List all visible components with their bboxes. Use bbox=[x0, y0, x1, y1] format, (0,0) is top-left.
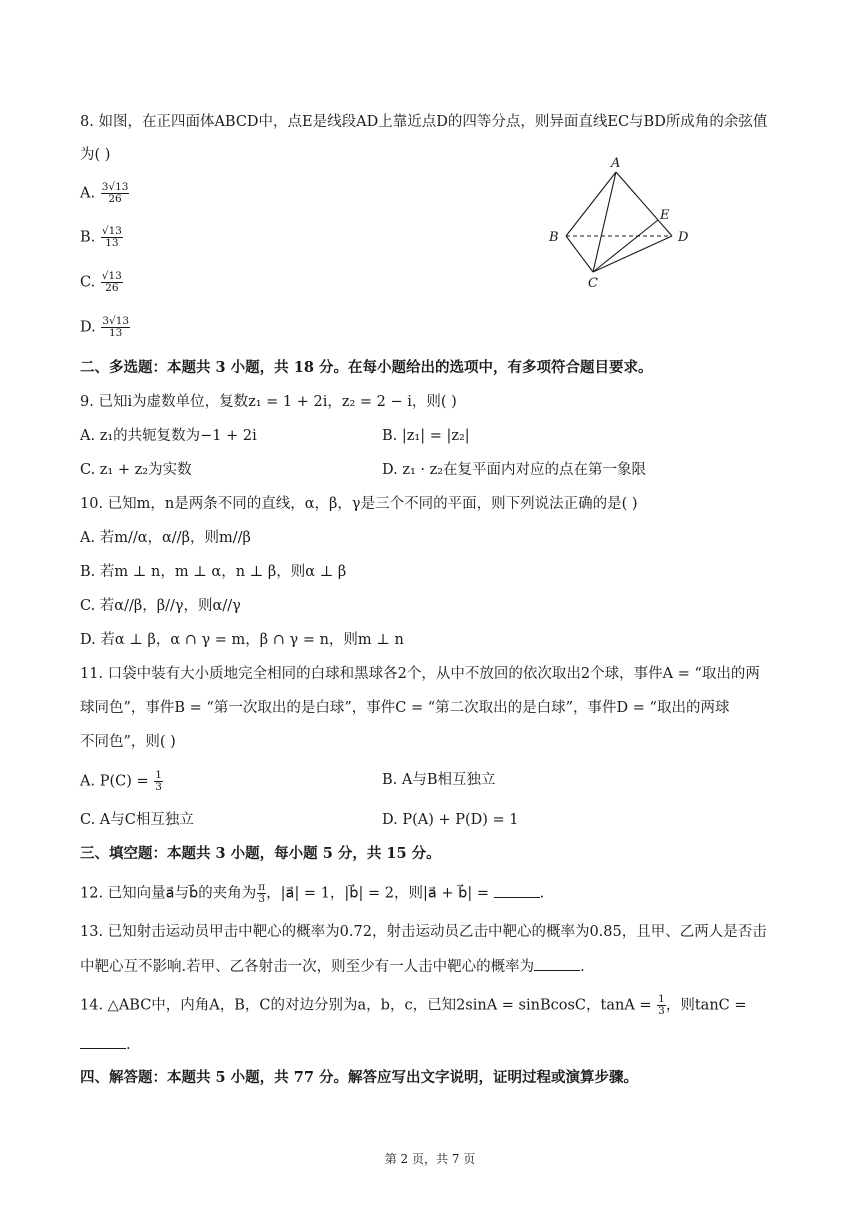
q11-option-c: C. A与C相互独立 bbox=[80, 812, 194, 828]
fraction-numerator: 3√13 bbox=[101, 181, 129, 193]
fraction-denominator: 3 bbox=[155, 781, 162, 793]
fraction bbox=[657, 994, 666, 1017]
fraction-numerator: 1 bbox=[155, 769, 162, 781]
q11-stem-line2: 球同色”，事件B = “第一次取出的是白球”，事件C = “第二次取出的是白球”，事件D = “取出的两球 bbox=[80, 700, 730, 716]
option-label: A. bbox=[80, 185, 96, 202]
q13-stem-line1: 13. 已知射击运动员甲击中靶心的概率为0.72，射击运动员乙击中靶心的概率为0.85，且甲、乙两人是否击 bbox=[80, 924, 767, 940]
q13-stem-line2 bbox=[80, 956, 585, 977]
q9-option-c: C. z₁ + z₂为实数 bbox=[80, 462, 192, 478]
q11-option-d: D. P(A) + P(D) = 1 bbox=[382, 812, 519, 828]
point-label-e: E bbox=[660, 208, 670, 223]
fraction-denominator: 26 bbox=[105, 282, 119, 294]
q11-option-a bbox=[80, 770, 163, 793]
stem-text: 12. 已知向量a⃗与b⃗的夹角为 bbox=[80, 885, 257, 902]
q9-option-d: D. z₁ · z₂在复平面内对应的点在第一象限 bbox=[382, 462, 647, 478]
stem-text: . bbox=[126, 1037, 131, 1053]
q10-stem: 10. 已知m，n是两条不同的直线，α，β，γ是三个不同的平面，则下列说法正确的是( ) bbox=[80, 496, 638, 512]
vertex-label-a: A bbox=[611, 156, 621, 171]
answer-blank[interactable] bbox=[494, 883, 540, 898]
q8-option-d bbox=[80, 316, 130, 339]
fraction-denominator: 3 bbox=[658, 1005, 665, 1017]
option-text: A. P(C) = bbox=[80, 773, 154, 790]
edge-cd bbox=[593, 236, 672, 272]
fraction bbox=[101, 182, 130, 205]
stem-text: . bbox=[580, 959, 585, 975]
section-2-heading: 二、多选题：本题共 3 小题，共 18 分。在每小题给出的选项中，有多项符合题目要求。 bbox=[80, 359, 653, 376]
fraction-denominator: 13 bbox=[109, 327, 123, 339]
q10-option-c: C. 若α//β，β//γ，则α//γ bbox=[80, 598, 241, 614]
fraction-numerator: √13 bbox=[101, 270, 122, 282]
stem-text: 14. △ABC中，内角A，B，C的对边分别为a，b，c，已知2sinA = sinBcosC，tanA = bbox=[80, 997, 657, 1014]
q11-stem-line1: 11. 口袋中装有大小质地完全相同的白球和黑球各2个，从中不放回的依次取出2个球，事件A = “取出的两 bbox=[80, 666, 760, 682]
tetrahedron-figure bbox=[540, 152, 700, 292]
fraction-numerator: π bbox=[258, 881, 266, 893]
stem-text: 中靶心互不影响.若甲、乙各射击一次，则至少有一人击中靶心的概率为 bbox=[80, 959, 535, 975]
q8-stem-line1: 8. 如图，在正四面体ABCD中，点E是线段AD上靠近点D的四等分点，则异面直线EC与BD所成角的余弦值 bbox=[80, 114, 768, 130]
answer-blank[interactable] bbox=[80, 1034, 126, 1049]
edge-ad bbox=[616, 172, 672, 236]
stem-text: . bbox=[539, 885, 545, 902]
q8-option-b bbox=[80, 226, 123, 249]
q10-option-d: D. 若α ⊥ β，α ∩ γ = m，β ∩ γ = n，则m ⊥ n bbox=[80, 632, 404, 648]
stem-text: ，|a⃗| = 1，|b⃗| = 2，则|a⃗ + b⃗| = bbox=[266, 885, 494, 902]
fraction bbox=[101, 316, 130, 339]
fraction-numerator: 1 bbox=[658, 993, 665, 1005]
page-footer: 第 2 页，共 7 页 bbox=[384, 1152, 476, 1166]
fraction bbox=[101, 271, 123, 294]
stem-text: ，则tanC = bbox=[665, 997, 747, 1014]
q9-option-b: B. |z₁| = |z₂| bbox=[382, 428, 470, 444]
vertex-label-b: B bbox=[549, 230, 559, 245]
q11-stem-line3: 不同色”，则( ) bbox=[80, 734, 176, 750]
fraction-numerator: √13 bbox=[101, 225, 122, 237]
fraction bbox=[154, 770, 163, 793]
fraction-denominator: 26 bbox=[108, 193, 122, 205]
q14-stem bbox=[80, 994, 747, 1017]
section-3-heading: 三、填空题：本题共 3 小题，每小题 5 分，共 15 分。 bbox=[80, 845, 441, 862]
section-4-heading: 四、解答题：本题共 5 小题，共 77 分。解答应写出文字说明，证明过程或演算步骤。 bbox=[80, 1069, 638, 1086]
vertex-label-d: D bbox=[678, 230, 689, 245]
q14-answer-line bbox=[80, 1034, 131, 1055]
fraction bbox=[257, 882, 266, 905]
option-label: D. bbox=[80, 319, 96, 336]
fraction-numerator: 3√13 bbox=[102, 315, 130, 327]
q10-option-b: B. 若m ⊥ n，m ⊥ α，n ⊥ β，则α ⊥ β bbox=[80, 564, 347, 580]
fraction-denominator: 3 bbox=[258, 893, 266, 905]
answer-blank[interactable] bbox=[534, 956, 580, 971]
q12-stem bbox=[80, 882, 544, 905]
q11-option-b: B. A与B相互独立 bbox=[382, 772, 496, 788]
fraction-denominator: 13 bbox=[105, 237, 119, 249]
vertex-label-c: C bbox=[588, 276, 598, 291]
q10-option-a: A. 若m//α，α//β，则m//β bbox=[80, 530, 251, 546]
edge-bc bbox=[566, 236, 593, 272]
q9-stem: 9. 已知i为虚数单位，复数z₁ = 1 + 2i，z₂ = 2 − i，则( ) bbox=[80, 394, 457, 410]
fraction bbox=[101, 226, 123, 249]
q8-option-a bbox=[80, 182, 129, 205]
option-label: C. bbox=[80, 274, 96, 291]
q8-stem-line2: 为( ) bbox=[80, 147, 111, 163]
q9-option-a: A. z₁的共轭复数为−1 + 2i bbox=[80, 428, 257, 444]
q8-option-c bbox=[80, 271, 123, 294]
option-label: B. bbox=[80, 229, 96, 246]
